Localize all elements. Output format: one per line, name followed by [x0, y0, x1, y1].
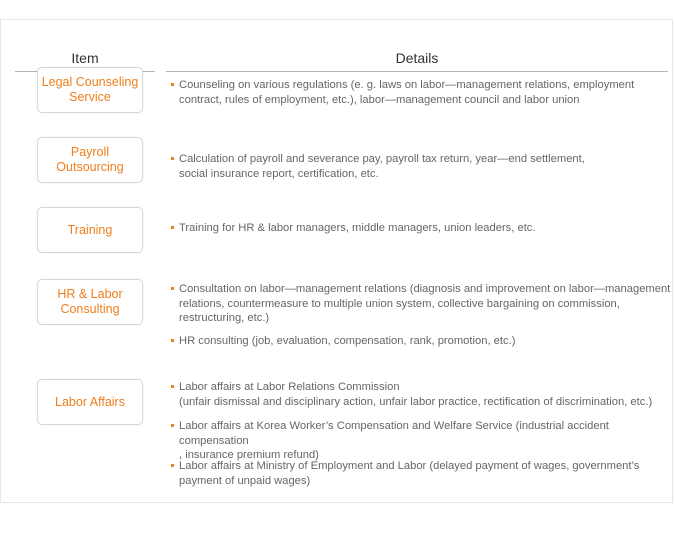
bullet-icon — [171, 385, 174, 388]
detail-hr-labor-consulting-2 — [171, 334, 671, 349]
detail-legal-counseling — [171, 78, 671, 107]
detail-text: HR consulting (job, evaluation, compensation, rank, promotion, etc.) — [179, 335, 516, 347]
detail-text: Labor affairs at Ministry of Employment and Labor (delayed payment of wages, government’s payment of unpaid wages) — [179, 460, 640, 487]
detail-labor-affairs-2 — [171, 419, 671, 463]
column-header-item: Item — [71, 50, 99, 66]
detail-training — [171, 221, 671, 236]
item-label: Legal Counseling Service — [41, 75, 139, 104]
bullet-icon — [171, 464, 174, 467]
header-divider-details — [166, 71, 668, 72]
detail-text: Labor affairs at Korea Worker’s Compensation and Welfare Service (industrial accident compensation , insurance premium refund) — [179, 420, 609, 461]
detail-text: Counseling on various regulations (e. g. laws on labor—management relations, employment contract, rules of employment, etc.), labor—management council and labor union — [179, 79, 635, 106]
item-label: Payroll Outsourcing — [56, 145, 124, 174]
detail-labor-affairs-1 — [171, 380, 671, 409]
detail-text: Training for HR & labor managers, middle managers, union leaders, etc. — [179, 222, 536, 234]
bullet-icon — [171, 287, 174, 290]
bullet-icon — [171, 339, 174, 342]
services-table — [0, 19, 673, 503]
item-training — [37, 207, 143, 253]
bullet-icon — [171, 424, 174, 427]
bullet-icon — [171, 157, 174, 160]
item-label: Labor Affairs — [55, 394, 125, 409]
item-payroll-outsourcing — [37, 137, 143, 183]
detail-hr-labor-consulting-1 — [171, 282, 671, 326]
detail-payroll-outsourcing — [171, 152, 671, 181]
bullet-icon — [171, 226, 174, 229]
bullet-icon — [171, 83, 174, 86]
item-label: HR & Labor Consulting — [57, 287, 123, 316]
item-label: Training — [67, 222, 113, 237]
item-hr-labor-consulting — [37, 279, 143, 325]
detail-labor-affairs-3 — [171, 459, 671, 488]
detail-text: Labor affairs at Labor Relations Commission (unfair dismissal and disciplinary action, unfair labor practice, rectification of discrimination, etc.) — [179, 381, 653, 408]
item-labor-affairs — [37, 379, 143, 425]
detail-text: Calculation of payroll and severance pay, payroll tax return, year—end settlement, social insurance report, certification, etc. — [179, 153, 585, 180]
column-header-details: Details — [395, 50, 439, 66]
detail-text: Consultation on labor—management relations (diagnosis and improvement on labor—management relations, countermeasure to multiple union system, collective bargaining on commission, restructuring, etc.) — [179, 283, 671, 324]
item-legal-counseling — [37, 67, 143, 113]
